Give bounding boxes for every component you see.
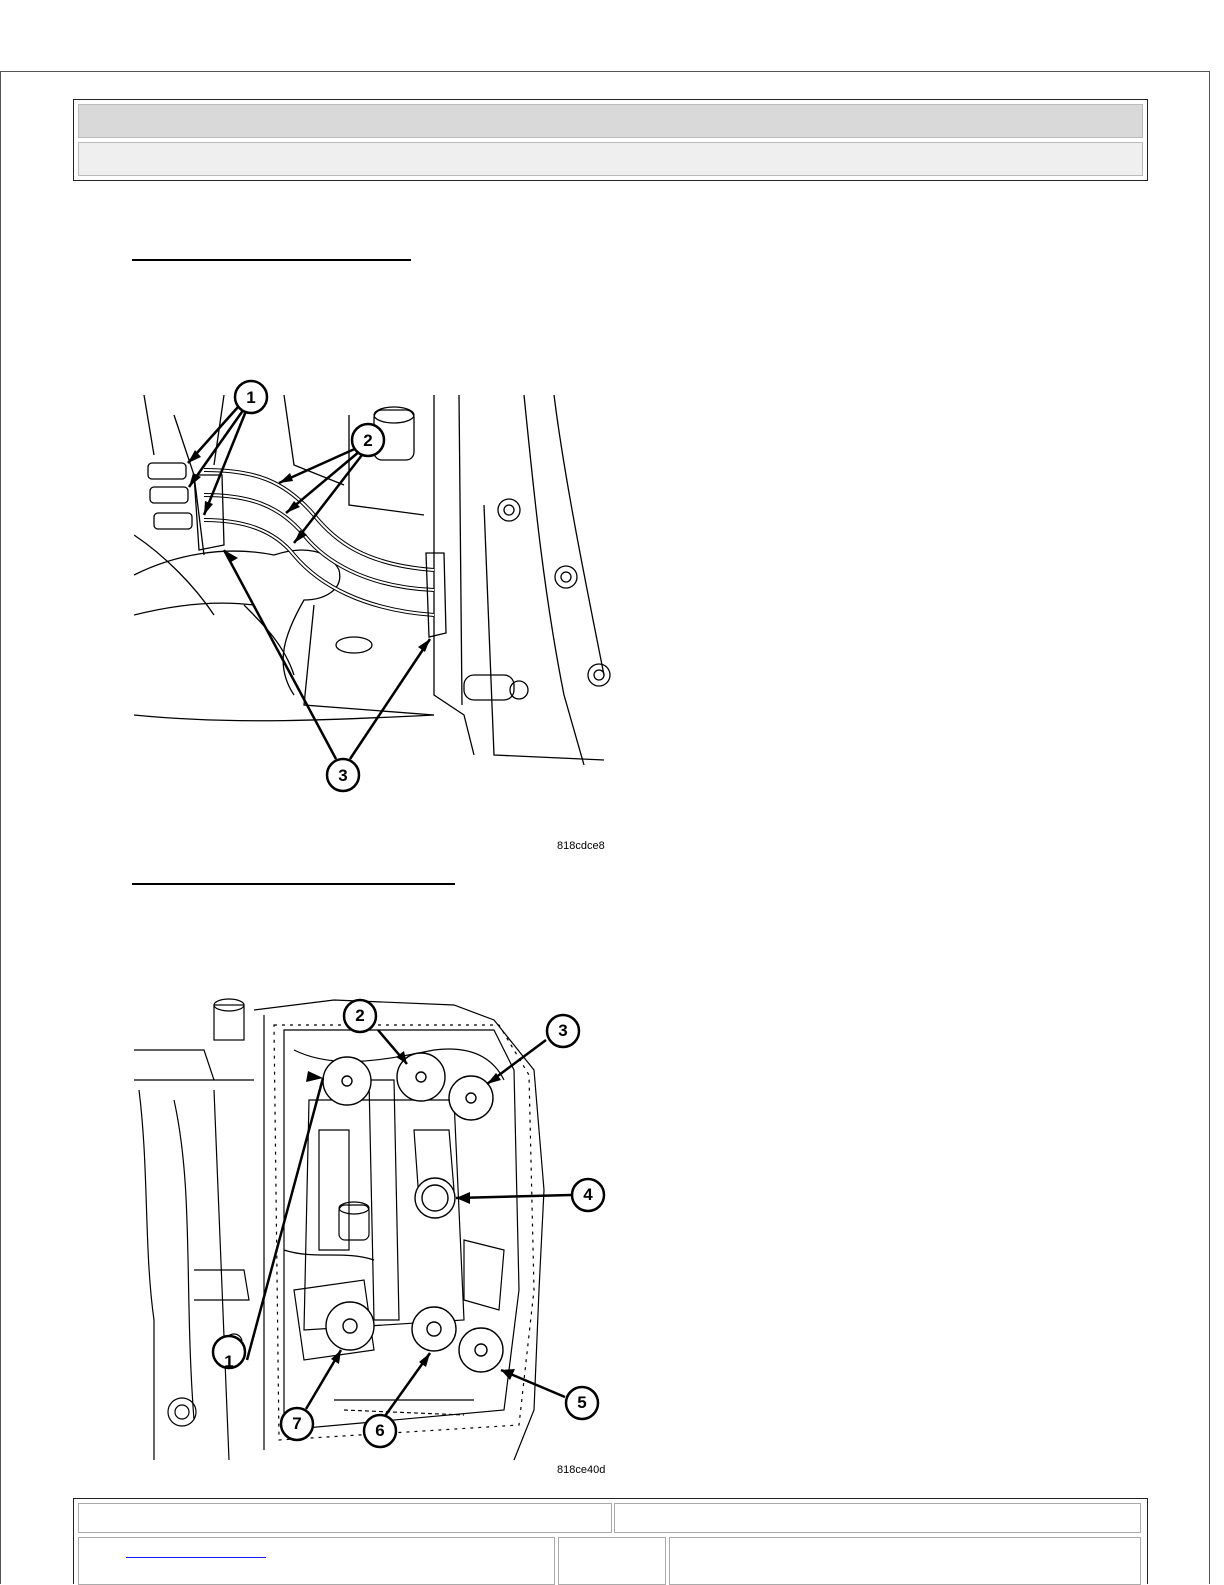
footer-cell-bottom-left xyxy=(78,1537,555,1585)
footer-cell-right xyxy=(614,1503,1141,1533)
figure-2-callout-5: 5 xyxy=(577,1393,587,1412)
figure-valve-body-seals-drawing xyxy=(134,990,614,1470)
footer-link[interactable] xyxy=(126,1557,266,1558)
figure-2-callout-7: 7 xyxy=(292,1414,302,1433)
section-heading-rule-2 xyxy=(132,883,455,885)
figure-2-id: 818ce40d xyxy=(557,1464,606,1476)
figure-2-callout-6: 6 xyxy=(375,1421,385,1440)
figure-2-callout-2: 2 xyxy=(355,1006,365,1025)
figure-1-callout-1: 1 xyxy=(246,388,256,407)
header-subtitle-bar xyxy=(78,142,1143,176)
header-table xyxy=(73,99,1148,181)
header-title-bar xyxy=(78,104,1143,138)
figure-transfer-tubes xyxy=(134,375,614,795)
figure-valve-body-seals xyxy=(134,990,614,1470)
footer-cell-bottom-mid xyxy=(558,1537,666,1585)
footer-cell-bottom-right xyxy=(669,1537,1141,1585)
footer-table xyxy=(73,1498,1148,1584)
figure-1-id: 818cdce8 xyxy=(557,840,605,852)
figure-2-callout-3: 3 xyxy=(558,1021,568,1040)
figure-2-callout-1: 1 xyxy=(224,1352,234,1371)
figure-transfer-tubes-drawing xyxy=(134,375,614,795)
figure-1-callout-3: 3 xyxy=(338,766,348,785)
footer-cell-left xyxy=(78,1503,612,1533)
figure-2-callout-4: 4 xyxy=(583,1185,593,1204)
figure-1-callout-2: 2 xyxy=(363,431,373,450)
figure-1-callouts xyxy=(235,381,384,791)
section-heading-rule-1 xyxy=(132,259,411,261)
